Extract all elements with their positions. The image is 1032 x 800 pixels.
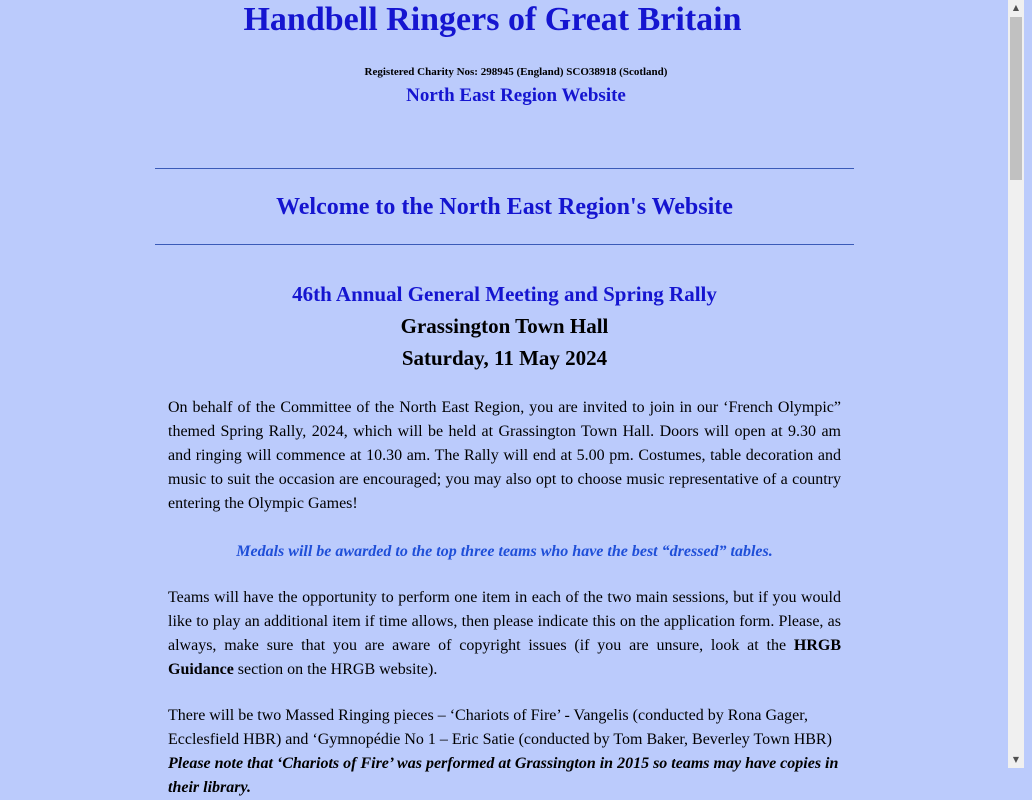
region-website-link[interactable]: North East Region Website bbox=[406, 85, 626, 106]
medals-note: Medals will be awarded to the top three teams who have the best “dressed” tables. bbox=[236, 543, 773, 560]
welcome-heading: Welcome to the North East Region's Website bbox=[276, 194, 733, 220]
massed-ringing-text: There will be two Massed Ringing pieces – ‘Chariots of Fire’ - Vangelis (conducted by Rona Gager, Ecclesfield HBR) and ‘Gymnopédie No 1 – Eric Satie (conducted by Tom Baker, Beverley Town HBR) bbox=[168, 707, 832, 748]
divider-bottom bbox=[155, 244, 854, 245]
teams-paragraph-end: section on the HRGB website). bbox=[233, 661, 438, 678]
event-title: 46th Annual General Meeting and Spring Rally bbox=[292, 282, 717, 306]
teams-paragraph bbox=[168, 586, 841, 682]
vertical-scrollbar[interactable] bbox=[1008, 0, 1024, 768]
divider-top bbox=[155, 168, 854, 169]
invitation-paragraph: On behalf of the Committee of the North East Region, you are invited to join in our ‘French Olympic” themed Spring Rally, 2024, which will be held at Grassington Town Hall. Doors will open at 9.30 am and ringing will commence at 10.30 am. The Rally will end at 5.00 pm. Costumes, table decoration and music to suit the occasion are encouraged; you may also opt to choose music representative of a country entering the Olympic Games! bbox=[168, 399, 841, 512]
teams-paragraph-text: Teams will have the opportunity to perform one item in each of the two main sessions, but if you would like to play an additional item if time allows, then please indicate this on the application form. Please, as always, make sure that you are aware of copyright issues (if you are unsure, look at the bbox=[168, 589, 841, 654]
triangle-down-icon[interactable]: ▼ bbox=[1012, 755, 1020, 764]
triangle-up-icon[interactable]: ▲ bbox=[1012, 3, 1020, 12]
event-date: Saturday, 11 May 2024 bbox=[401, 346, 608, 370]
scrollbar-thumb[interactable] bbox=[1010, 17, 1022, 180]
massed-ringing-note: Please note that ‘Chariots of Fire’ was performed at Grassington in 2015 so teams may have copies in their library. bbox=[168, 755, 839, 796]
hrgb-guidance-link[interactable]: HRGB Guidance bbox=[168, 637, 841, 678]
charity-registration: Registered Charity Nos: 298945 (England) SCO38918 (Scotland) bbox=[364, 66, 668, 78]
site-title: Handbell Ringers of Great Britain bbox=[243, 1, 742, 38]
event-venue: Grassington Town Hall bbox=[400, 314, 609, 338]
massed-ringing-paragraph bbox=[168, 704, 841, 800]
